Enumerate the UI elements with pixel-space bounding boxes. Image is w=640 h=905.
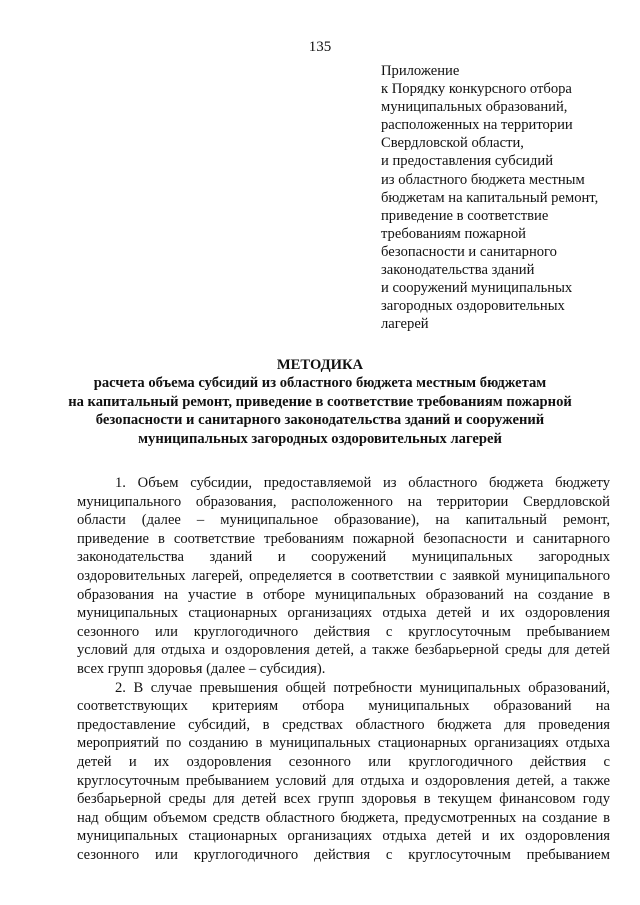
appendix-line: лагерей <box>381 316 429 333</box>
subtitle-line: на капитальный ремонт, приведение в соответствие требованиям пожарной <box>68 393 572 410</box>
appendix-line: к Порядку конкурсного отбора <box>381 81 572 98</box>
text-line: сезонного или круглогодичного действия с круглосуточным пребыванием <box>77 846 610 863</box>
appendix-line: законодательства зданий <box>381 262 535 279</box>
appendix-line: и сооружений муниципальных <box>381 280 573 297</box>
text-line: образования на участие в отборе муниципальных образований на создание в <box>77 586 610 603</box>
appendix-block <box>381 62 631 333</box>
text-line: мероприятий по созданию в муниципальных стационарных организациях отдыха <box>77 735 610 752</box>
text-line: муниципального образования, расположенного на территории Свердловской <box>77 493 610 510</box>
appendix-line: бюджетам на капитальный ремонт, <box>381 189 599 206</box>
text-line: предоставление субсидий, в средствах областного бюджета для проведения <box>77 716 610 733</box>
text-line: безбарьерной среды для детей всех групп здоровья в текущем финансовом году <box>77 791 610 808</box>
text-line: 2. В случае превышения общей потребности муниципальных образований, <box>115 679 610 696</box>
text-line: круглосуточным пребыванием условий для отдыха и оздоровления детей, а также <box>77 772 610 789</box>
methodology-subtitle <box>60 374 580 448</box>
appendix-line: из областного бюджета местным <box>381 171 585 188</box>
page-number: 135 <box>308 39 332 55</box>
body-text <box>77 474 610 864</box>
methodology-title: МЕТОДИКА <box>276 357 364 373</box>
text-line: детей и их оздоровления сезонного или круглогодичного действия с <box>77 753 610 770</box>
text-line: соответствующих критериям отбора муниципальных образований на <box>77 698 610 715</box>
text-line: оздоровительных лагерей, определяется в соответствии с заявкой муниципального <box>77 567 610 584</box>
subtitle-line: расчета объема субсидий из областного бюджета местным бюджетам <box>93 375 547 391</box>
paragraph-1 <box>77 474 610 679</box>
appendix-line: расположенных на территории <box>381 117 573 134</box>
text-line: законодательства зданий и сооружений муниципальных загородных <box>77 549 610 566</box>
paragraph-2 <box>77 679 610 865</box>
appendix-line: муниципальных образований, <box>381 99 568 116</box>
text-line: муниципальных стационарных организациях отдыха детей и их оздоровления <box>77 828 610 845</box>
appendix-line: приведение в соответствие <box>381 207 549 224</box>
text-line: сезонного или круглогодичного действия с круглосуточным пребыванием <box>77 623 610 640</box>
text-line: муниципальных стационарных организациях отдыха детей и их оздоровления <box>77 605 610 622</box>
subtitle-line: безопасности и санитарного законодательства зданий и сооружений <box>95 412 545 428</box>
text-line: 1. Объем субсидии, предоставляемой из областного бюджета бюджету <box>115 475 610 491</box>
subtitle-line: муниципальных загородных оздоровительных лагерей <box>138 430 502 447</box>
appendix-line: требованиям пожарной <box>381 225 526 242</box>
text-line: приведение в соответствие требованиям пожарной безопасности и санитарного <box>77 530 610 547</box>
appendix-line: безопасности и санитарного <box>381 243 557 260</box>
appendix-line: Свердловской области, <box>381 135 524 152</box>
text-line: всех групп здоровья (далее – субсидия). <box>77 660 326 677</box>
appendix-line: загородных оздоровительных <box>381 298 565 315</box>
text-line: условий для отдыха и оздоровления детей, а также безбарьерной среды для детей <box>77 642 610 659</box>
appendix-line: и предоставления субсидий <box>381 153 554 170</box>
text-line: области (далее – муниципальное образование), на капитальный ремонт, <box>77 512 610 529</box>
text-line: над общим объемом средств областного бюджета, предусмотренных на создание в <box>77 809 610 826</box>
appendix-line: Приложение <box>381 63 460 79</box>
